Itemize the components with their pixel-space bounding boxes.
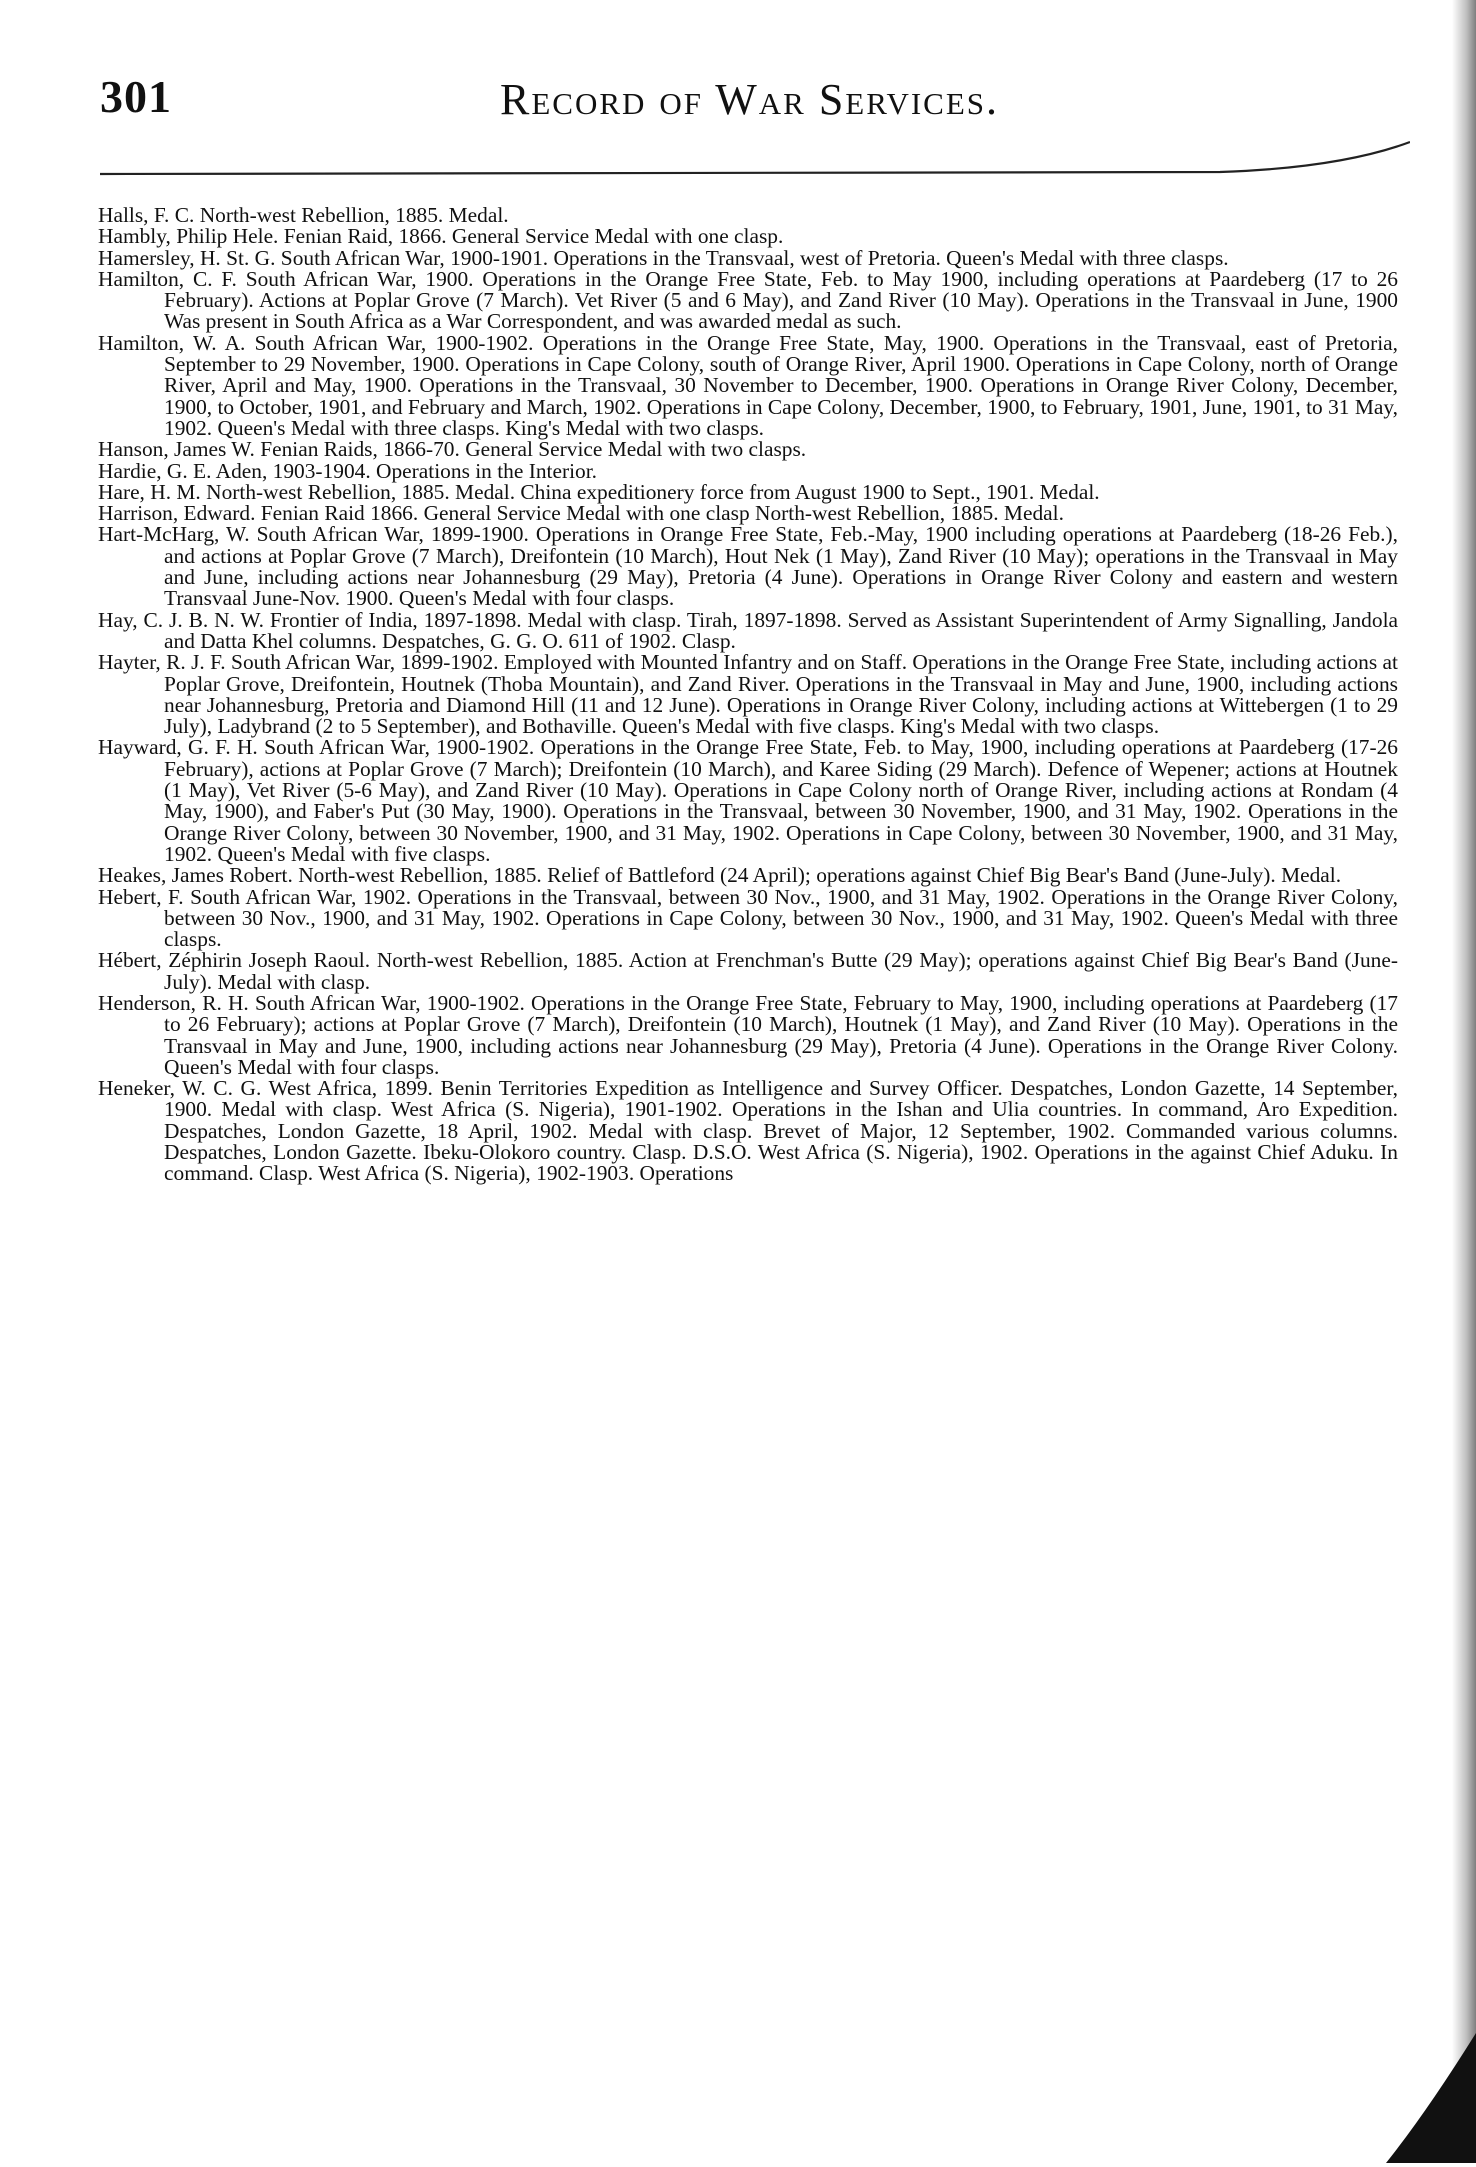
entry-name: Hart-McHarg, W.: [98, 522, 250, 547]
list-item: [98, 503, 1398, 524]
list-item: [98, 226, 1398, 247]
page-edge-shadow: [1452, 0, 1476, 2163]
list-item: [98, 245, 1398, 270]
list-item: [98, 1078, 1398, 1184]
entry-name: Hayter, R. J. F.: [98, 650, 226, 675]
list-item: [98, 266, 1398, 334]
list-item: [98, 652, 1398, 737]
list-item: [98, 950, 1398, 993]
list-item: [98, 990, 1398, 1079]
entry-name: Harrison, Edward.: [98, 501, 256, 526]
list-item: [98, 737, 1398, 865]
entry-name: Hayward, G. F. H.: [98, 735, 258, 760]
entry-text: North-west Rebellion, 1885. Medal. China expeditionery force from August 1900 to Sept., 1901. Medal.: [206, 479, 1100, 504]
entry-name: Hébert, Zéphirin Joseph Raoul.: [98, 948, 371, 973]
entry-name: Henderson, R. H.: [98, 990, 249, 1015]
entry-text: North-west Rebellion, 1885. Medal.: [199, 203, 509, 227]
entry-text: Aden, 1903-1904. Operations in the Interior.: [215, 458, 598, 483]
entry-name: Hebert, F.: [98, 884, 184, 909]
entry-name: Halls, F. C.: [98, 203, 195, 227]
running-title: Record of War Services.: [500, 75, 1000, 124]
list-item: [98, 205, 1398, 226]
list-item: [98, 607, 1399, 653]
entry-name: Heakes, James Robert.: [98, 863, 293, 888]
entry-text: Fenian Raids, 1866-70. General Service Medal with two clasps.: [260, 437, 807, 462]
entry-text: West Africa, 1899. Benin Territories Expedition as Intelligence and Survey Officer. Despatches, London Gazette, 14 September, 1900. Medal with clasp. West Africa (S. Nigeria), 1901-1902. Operations in the Ishan and Ulia countries. In command, Aro Expedition. Despatches, London Gazette, 18 April, 1902. Medal with clasp. Brevet of Major, 12 September, 1902. Commanded various columns. Despatches, London Gazette. Ibeku-Olokoro country. Clasp. D.S.O. West Africa (S. Nigeria), 1902. Operations in the against Chief Aduku. In command. Clasp. West Africa (S. Nigeria), 1902-1903. Operations: [164, 1076, 1399, 1186]
entry-name: Hambly, Philip Hele.: [98, 224, 279, 249]
entry-text: South African War, 1900-1901. Operations in the Transvaal, west of Pretoria. Queen's Medal with three clasps.: [280, 245, 1229, 270]
entry-name: Hamilton, C. F.: [98, 266, 237, 291]
entry-name: Hamersley, H. St. G.: [98, 245, 276, 270]
list-item: [98, 884, 1398, 952]
page-number: 301: [100, 71, 172, 122]
entry-name: Hanson, James W.: [98, 437, 255, 462]
entry-text: South African War, 1900-1902. Operations in the Orange Free State, Feb. to May, 1900, including operations at Paardeberg (17-26 February), actions at Poplar Grove (7 March); Dreifontein (10 March), and Karee Siding (29 March). Defence of Wepener; actions at Houtnek (1 May), Vet River (5-6 May), and Zand River (10 May). Operations in Cape Colony north of Orange River, including actions at Rondam (4 May, 1900), and Faber's Put (30 May, 1900). Operations in the Transvaal, between 30 November, 1900, and 31 May, 1902. Operations in the Orange River Colony, between 30 November, 1900, and 31 May, 1902. Operations in Cape Colony, between 30 November, 1900, and 31 May, 1902. Queen's Medal with five clasps.: [164, 735, 1398, 866]
entry-text: South African War, 1900-1902. Operations in the Orange Free State, May, 1900. Operations in the Transvaal, east of Pretoria, September to 29 November, 1900. Operations in Cape Colony, south of Orange River, April 1900. Operations in Cape Colony, north of Orange River, April and May, 1900. Operations in the Transvaal, 30 November to December, 1900. Operations in Orange River Colony, December, 1900, to October, 1901, and February and March, 1902. Operations in Cape Colony, December, 1900, to February, 1901, June, 1901, to 31 May, 1902. Queen's Medal with three clasps. King's Medal with two clasps.: [164, 330, 1398, 440]
entry-name: Hay, C. J. B.: [98, 607, 209, 632]
entry-text: South African War, 1902. Operations in the Transvaal, between 30 Nov., 1900, and 31 May, 1902. Operations in the Orange River Colony, between 30 Nov., 1900, and 31 May, 1902. Operations in Cape Colony, between 30 Nov., 1900, and 31 May, 1902. Queen's Medal with three clasps.: [164, 884, 1398, 952]
entry-name: Hardie, G. E.: [98, 458, 212, 483]
entry-list: [98, 205, 1398, 1185]
entry-text: South African War, 1900-1902. Operations in the Orange Free State, February to May, 1900, including operations at Paardeberg (17 to 26 February); actions at Poplar Grove (7 March), Dreifontein (10 March), Houtnek (1 May), and Zand River (10 May). Operations in the Transvaal in May and June, 1900, including actions near Johannesburg (29 May), Pretoria (4 June). Operations in the Orange River Colony. Queen's Medal with four clasps.: [164, 990, 1398, 1079]
entry-text: Fenian Raid 1866. General Service Medal with one clasp North-west Rebellion, 1885. Medal.: [260, 501, 1064, 526]
entry-text: North-west Rebellion, 1885. Relief of Battleford (24 April); operations against Chief Big Bear's Band (June-July). Medal.: [298, 863, 1342, 888]
list-item: [98, 330, 1398, 440]
entry-name: Hare, H. M.: [98, 479, 201, 504]
entry-text: South African War, 1900. Operations in the Orange Free State, Feb. to May 1900, including operations at Paardeberg (17 to 26 February). Actions at Poplar Grove (7 March). Vet River (5 and 6 May), and Zand River (10 May). Operations in the Transvaal in June, 1900 Was present in South Africa as a War Correspondent, and was awarded medal as such.: [164, 266, 1398, 334]
entry-name: Heneker, W. C. G.: [98, 1076, 262, 1101]
entry-name: Hamilton, W. A.: [98, 330, 246, 355]
list-item: [98, 458, 1398, 483]
page-corner-shadow: [1366, 2023, 1476, 2163]
entry-text: South African War, 1899-1902. Employed with Mounted Infantry and on Staff. Operations in the Orange Free State, including actions at Poplar Grove, Dreifontein, Houtnek (Thoba Mountain), and Zand River. Operations in the Transvaal in May and June, 1900, including actions near Johannesburg, Pretoria and Diamond Hill (11 and 12 June). Operations in Orange River Colony, including actions at Wittebergen (1 to 29 July), Ladybrand (2 to 5 September), and Bothaville. Queen's Medal with five clasps. King's Medal with two clasps.: [164, 650, 1398, 739]
list-item: [98, 479, 1398, 504]
list-item: [98, 865, 1398, 886]
list-item: [98, 439, 1398, 460]
entry-text: North-west Rebellion, 1885. Action at Frenchman's Butte (29 May); operations against Chief Big Bear's Band (June-July). Medal with clasp.: [164, 948, 1398, 994]
list-item: [98, 524, 1398, 609]
entry-text: South African War, 1899-1900. Operations in Orange Free State, Feb.-May, 1900 including operations at Paardeberg (18-26 Feb.), and actions at Poplar Grove (7 March), Dreifontein (10 March), Hout Nek (1 May), Zand River (10 May); operations in the Transvaal in May and June, including actions near Johannesburg (29 May), Pretoria (4 June). Operations in Orange River Colony and eastern and western Transvaal June-Nov. 1900. Queen's Medal with four clasps.: [164, 522, 1398, 611]
header-rule: [100, 170, 1410, 174]
entry-text: N. W. Frontier of India, 1897-1898. Medal with clasp. Tirah, 1897-1898. Served as Assistant Superintendent of Army Signalling, Jandola and Datta Khel columns. Despatches, G. G. O. 611 of 1902. Clasp.: [164, 607, 1399, 653]
page-header: [100, 70, 1400, 130]
entry-text: Fenian Raid, 1866. General Service Medal with one clasp.: [283, 224, 784, 249]
